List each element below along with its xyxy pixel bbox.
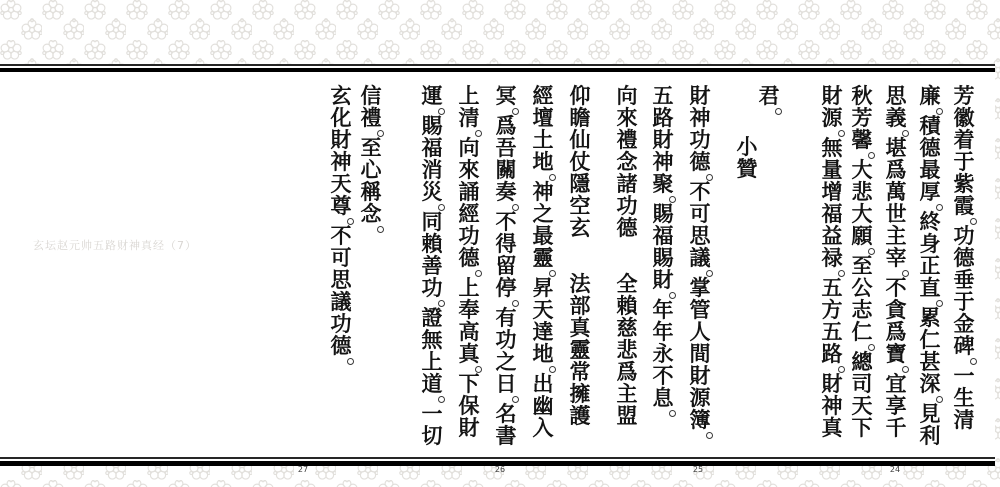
scripture-column: 秋 芳 馨 大 悲 大 願 至 公 志 仁 總 司 天 下: [849, 85, 875, 439]
page-number: 27: [297, 465, 309, 474]
scripture-column: 信 禮 至 心 稱 念: [358, 85, 384, 233]
scripture-column: 五 路 財 神 聚 賜 福 賜 財 年 年 永 不 息: [650, 85, 676, 417]
scripture-column: 玄 化 財 神 天 尊 不 可 思 議 功 德: [328, 85, 354, 365]
top-border-thick-rule: [0, 68, 995, 72]
scripture-column: 經 壇 土 地 神 之 最 靈 昇 天 達 地 出 幽 入: [530, 85, 556, 439]
scripture-column: 財 神 功 德 不 可 思 議 掌 管 人 間 財 源 簿: [687, 85, 713, 439]
scripture-column: 冥 爲 吾 關 奏 不 得 留 停 有 功 之 日 名 書: [493, 85, 519, 447]
page-number: 25: [692, 465, 704, 474]
watermark-caption: 玄坛赵元帅五路财神真经（7）: [33, 239, 197, 252]
scripture-column: 運 賜 福 消 災 同 賴 善 功 證 無 上 道 一 切: [419, 85, 445, 447]
scripture-column: 上 清 向 來 誦 經 功 德 上 奉 高 真 下 保 財: [456, 85, 482, 439]
bottom-border-thin-rule: [0, 457, 995, 459]
scripture-column-heading: 小 贊: [736, 135, 758, 181]
scripture-column: 思 義 堪 爲 萬 世 主 宰 不 貪 爲 寶 宜 享 千: [883, 85, 909, 439]
top-border-thin-rule: [0, 64, 995, 66]
scripture-column: 仰 瞻 仙 仗 隱 空 玄 法 部 真 靈 常 擁 護: [569, 84, 591, 428]
page-number: 26: [494, 465, 506, 474]
scripture-column: 廉 積 德 最 厚 終 身 正 直 累 仁 甚 深 見 利: [917, 85, 943, 447]
scripture-column: 君: [756, 85, 782, 115]
scripture-column: 財 源 無 量 增 福 益 禄 五 方 五 路 財 神 真: [819, 85, 845, 439]
scripture-column: 芳 徽 着 于 紫 霞 功 德 垂 于 金 碑 一 生 清: [951, 85, 977, 431]
page-number: 24: [889, 465, 901, 474]
scripture-column: 向 來 禮 念 諸 功 德 全 賴 慈 悲 爲 主 盟: [616, 84, 638, 428]
